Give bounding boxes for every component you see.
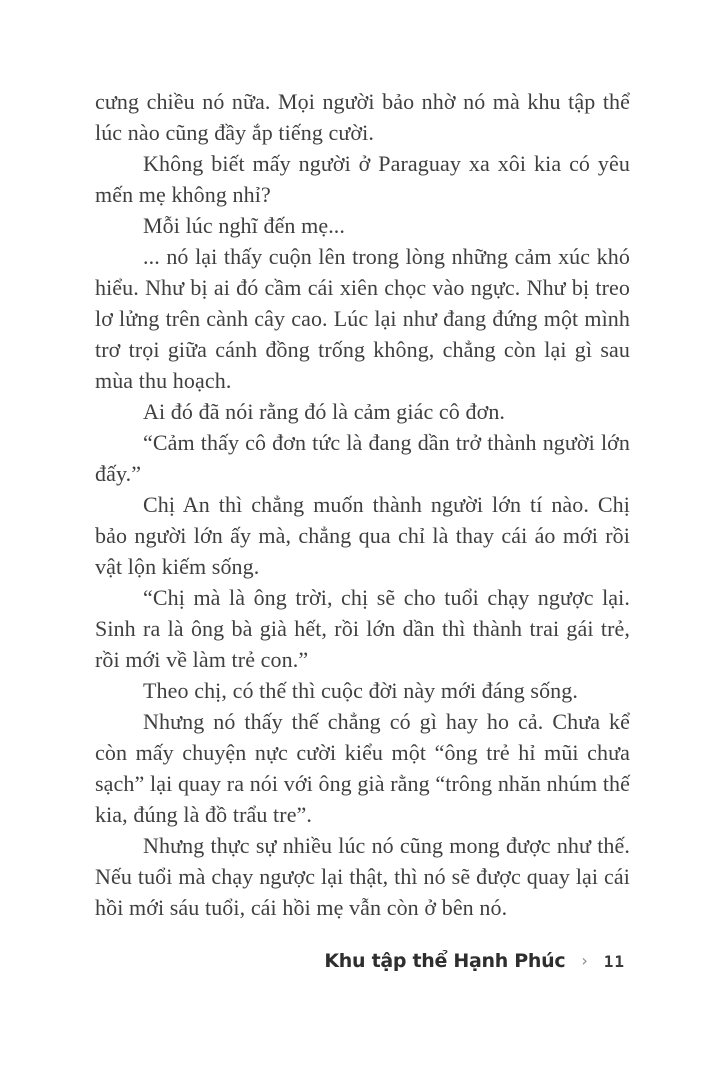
body-paragraph: cưng chiều nó nữa. Mọi người bảo nhờ nó mà khu tập thể lúc nào cũng đầy ắp tiếng cười. bbox=[95, 89, 630, 145]
chevron-right-icon: › bbox=[581, 951, 588, 970]
page-footer bbox=[95, 950, 625, 972]
body-paragraph: Mỗi lúc nghĩ đến mẹ... bbox=[143, 213, 346, 238]
body-paragraph: “Cảm thấy cô đơn tức là đang dần trở thành người lớn đấy.” bbox=[95, 430, 630, 486]
body-paragraph: Chị An thì chẳng muốn thành người lớn tí nào. Chị bảo người lớn ấy mà, chẳng qua chỉ là thay cái áo mới rồi vật lộn kiếm sống. bbox=[95, 492, 630, 579]
body-paragraph: ... nó lại thấy cuộn lên trong lòng những cảm xúc khó hiểu. Như bị ai đó cầm cái xiên chọc vào ngực. Như bị treo lơ lửng trên cành cây cao. Lúc lại như đang đứng một mình trơ trọi giữa cánh đồng trống không, chẳng còn lại gì sau mùa thu hoạch. bbox=[95, 244, 630, 393]
body-paragraph: Không biết mấy người ở Paraguay xa xôi kia có yêu mến mẹ không nhỉ? bbox=[95, 151, 630, 207]
body-paragraph: “Chị mà là ông trời, chị sẽ cho tuổi chạy ngược lại. Sinh ra là ông bà già hết, rồi lớn dần thì thành trai gái trẻ, rồi mới về làm trẻ con.” bbox=[95, 585, 630, 672]
body-paragraph: Nhưng nó thấy thế chẳng có gì hay ho cả. Chưa kể còn mấy chuyện nực cười kiểu một “ông trẻ hỉ mũi chưa sạch” lại quay ra nói với ông già rằng “trông nhăn nhúm thế kia, đúng là đồ trẩu tre”. bbox=[95, 709, 630, 827]
body-paragraph: Nhưng thực sự nhiều lúc nó cũng mong được như thế. Nếu tuổi mà chạy ngược lại thật, thì nó sẽ được quay lại cái hồi mới sáu tuổi, cái hồi mẹ vẫn còn ở bên nó. bbox=[95, 833, 630, 920]
running-title: Khu tập thể Hạnh Phúc bbox=[324, 950, 566, 972]
page-number: 11 bbox=[603, 952, 625, 971]
body-paragraph: Ai đó đã nói rằng đó là cảm giác cô đơn. bbox=[143, 399, 506, 424]
body-paragraph: Theo chị, có thế thì cuộc đời này mới đáng sống. bbox=[143, 678, 578, 703]
page-body bbox=[95, 86, 630, 923]
